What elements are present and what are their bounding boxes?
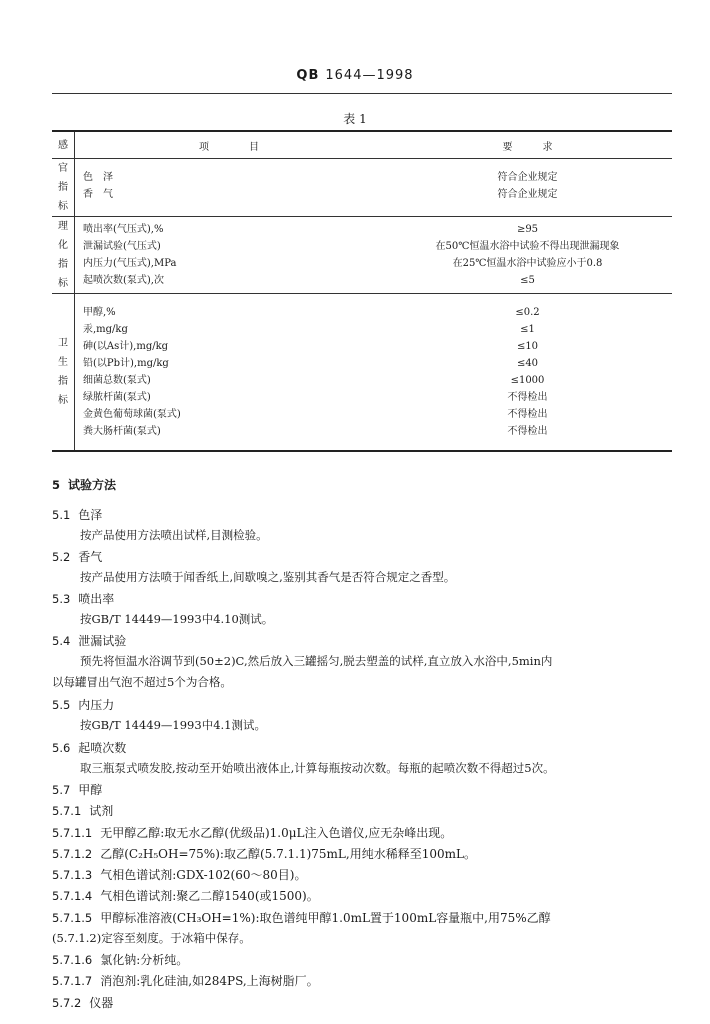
section-5-3-text: 按GB/T 14449—1993中4.10测试。	[80, 612, 274, 626]
section-5-3-heading: 5.3 喷出率	[52, 592, 115, 606]
table-row-item: 甲醇,%	[83, 307, 116, 318]
table-row-requirement: 不得检出	[507, 392, 548, 403]
table-row-item: 泄漏试验(气压式)	[83, 241, 161, 252]
table-row-item: 砷(以As计),mg/kg	[83, 341, 169, 352]
table-row-requirement: ≤1	[520, 324, 535, 335]
spec-table	[52, 130, 672, 452]
section-5-4-text-cont: 以每罐冒出气泡不超过5个为合格。	[52, 675, 232, 689]
table-row-item: 香 气	[83, 188, 113, 200]
table-row-item: 汞,mg/kg	[83, 324, 128, 335]
standard-number: 1644—1998	[325, 68, 414, 83]
section-5-4-heading: 5.4 泄漏试验	[52, 634, 127, 648]
table-row-requirement: ≥95	[516, 224, 539, 235]
header-rule	[52, 93, 672, 94]
section-5-7-heading: 5.7 甲醇	[52, 783, 103, 797]
table-row-item: 起喷次数(泵式),次	[83, 275, 164, 286]
section-5-7-2-heading: 5.7.2 仪器	[52, 996, 114, 1010]
category-sensory: 官 指 标	[52, 159, 75, 217]
section-5-5-heading: 5.5 内压力	[52, 698, 115, 712]
page-header	[0, 68, 710, 83]
table-group-sensory	[52, 159, 672, 217]
section-5-7-1-3: 5.7.1.3 气相色谱试剂:GDX-102(60～80目)。	[52, 868, 307, 882]
table-row-requirement: 不得检出	[507, 426, 548, 437]
category-hygiene: 卫 生 指 标	[52, 294, 75, 452]
section-5-4-text: 预先将恒温水浴调节到(50±2)C,然后放入三罐摇匀,脱去塑盖的试样,直立放入水浴中,5min内	[80, 654, 553, 668]
table-row-requirement: 符合企业规定	[497, 171, 558, 183]
table-row-requirement: ≤0.2	[515, 307, 540, 318]
section-5-7-1-5-cont: (5.7.1.2)定容至刻度。于冰箱中保存。	[52, 931, 251, 945]
section-5-7-1-7: 5.7.1.7 消泡剂:乳化硅油,如284PS,上海树脂厂。	[52, 974, 319, 988]
section-5-2-heading: 5.2 香气	[52, 550, 103, 564]
table-row-requirement: 在50℃恒温水浴中试验不得出现泄漏现象	[435, 241, 620, 252]
table-row-requirement: ≤10	[516, 341, 539, 352]
table-row-item: 金黄色葡萄球菌(泵式)	[83, 409, 181, 420]
table-row-item: 铅(以Pb计),mg/kg	[83, 358, 169, 369]
table-row-requirement: ≤1000	[510, 375, 545, 386]
table-row-item: 喷出率(气压式),%	[83, 224, 164, 235]
section-5-2-text: 按产品使用方法喷于闻香纸上,间歇嗅之,鉴别其香气是否符合规定之香型。	[80, 570, 456, 584]
standard-code: QB	[296, 68, 320, 83]
table-row-item: 内压力(气压式),MPa	[83, 258, 177, 269]
category-header: 感	[52, 131, 75, 159]
section-5-7-1-6: 5.7.1.6 氯化钠:分析纯。	[52, 953, 189, 967]
section-5-7-1-5: 5.7.1.5 甲醇标准溶液(CH₃OH=1%):取色谱纯甲醇1.0mL置于100mL容量瓶中,用75%乙醇	[52, 911, 551, 925]
section-5-7-1-4: 5.7.1.4 气相色谱试剂:聚乙二醇1540(或1500)。	[52, 889, 319, 903]
table-title: 表 1	[343, 112, 367, 126]
table-group-hygiene	[52, 294, 672, 452]
table-row-item: 色 泽	[83, 171, 113, 183]
table-row-item: 绿脓杆菌(泵式)	[83, 392, 151, 403]
section-5-7-1-2: 5.7.1.2 乙醇(C₂H₅OH=75%):取乙醇(5.7.1.1)75mL,用纯水稀释至100mL。	[52, 847, 476, 861]
section-5-7-1-heading: 5.7.1 试剂	[52, 804, 114, 818]
table-header-row	[52, 131, 672, 159]
requirement-header: 要 求	[383, 131, 672, 159]
table-row-requirement: 符合企业规定	[497, 188, 558, 200]
section-5-1-text: 按产品使用方法喷出试样,目测检验。	[80, 528, 268, 542]
section-5-1-heading: 5.1 色泽	[52, 508, 103, 522]
table-row-requirement: 不得检出	[507, 409, 548, 420]
table-group-physicochemical	[52, 217, 672, 294]
table-row-requirement: ≤40	[516, 358, 539, 369]
item-header: 项 目	[75, 131, 384, 159]
table-row-requirement: ≤5	[520, 275, 535, 286]
table-row-requirement: 在25℃恒温水浴中试验应小于0.8	[452, 258, 603, 269]
category-physicochemical: 理 化 指 标	[52, 217, 75, 294]
section-5-6-text: 取三瓶泵式喷发胶,按动至开始喷出液体止,计算每瓶按动次数。每瓶的起喷次数不得超过5次。	[80, 761, 555, 775]
section-5-7-1-1: 5.7.1.1 无甲醇乙醇:取无水乙醇(优级品)1.0μL注入色谱仪,应无杂峰出现。	[52, 826, 453, 840]
section-5-6-heading: 5.6 起喷次数	[52, 741, 127, 755]
table-row-item: 粪大肠杆菌(泵式)	[83, 426, 161, 437]
table-row-item: 细菌总数(泵式)	[83, 375, 151, 386]
section-5-heading: 5 试验方法	[52, 478, 117, 492]
section-5-5-text: 按GB/T 14449—1993中4.1测试。	[80, 718, 266, 732]
